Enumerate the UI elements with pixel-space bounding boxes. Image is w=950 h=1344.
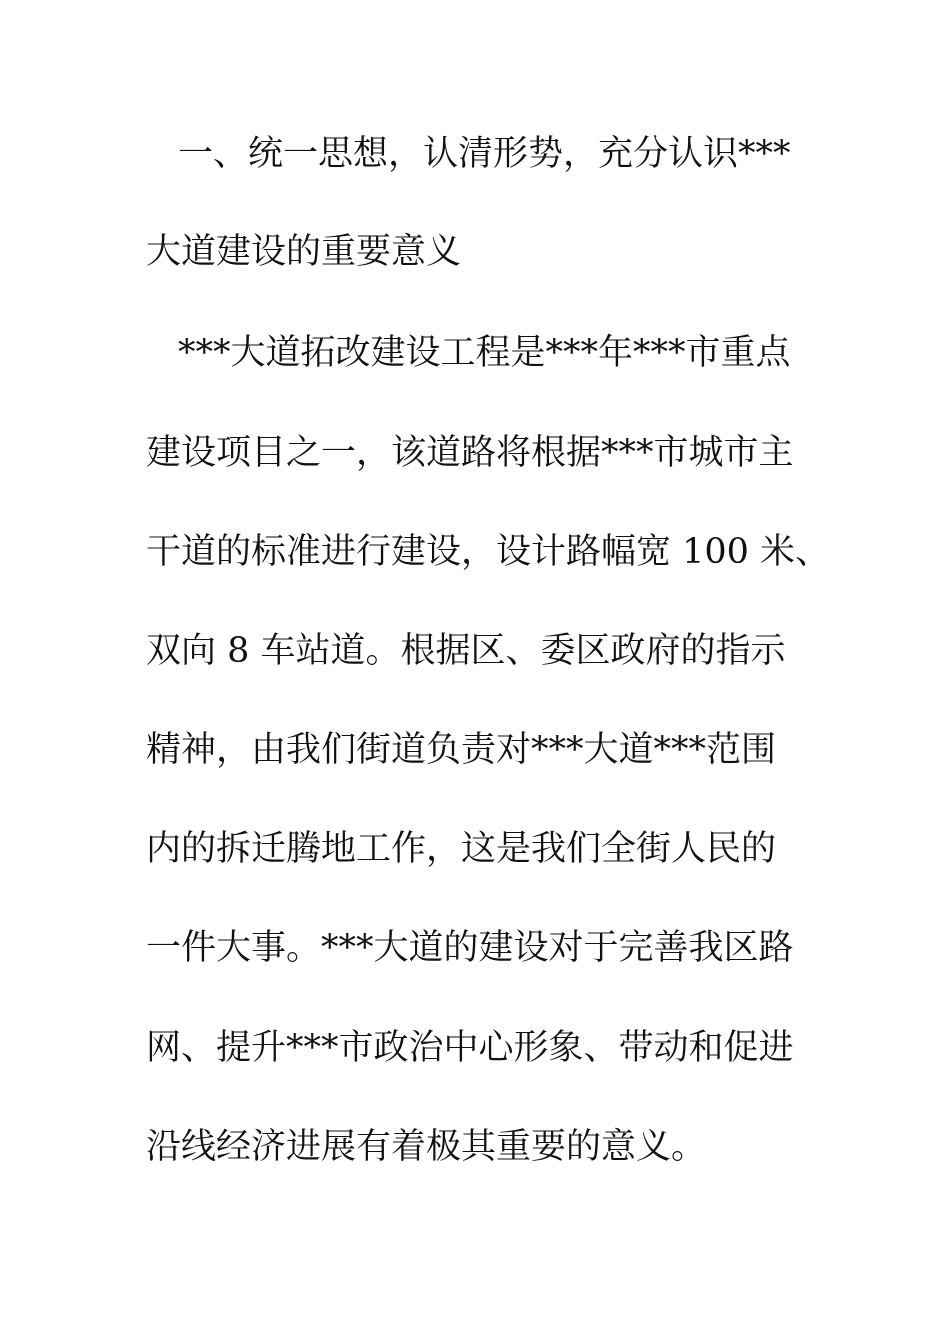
section-heading-line-1: 一、统一思想，认清形势，充分认识*** [178,134,791,174]
section-heading-line-2: 大道建设的重要意义 [146,232,462,272]
body-text-line: 干道的标准进行建设，设计路幅宽 100 米、 [146,532,831,572]
body-text-line: 沿线经济进展有着极其重要的意义。 [146,1127,707,1167]
body-text-line: 双向 8 车站道。根据区、委区政府的指示 [146,631,786,671]
body-text-line: 内的拆迁腾地工作，这是我们全街人民的 [146,829,777,869]
body-text-line: 网、提升***市政治中心形象、带动和促进 [146,1028,794,1068]
body-text-line: 一件大事。***大道的建设对于完善我区路 [146,928,794,968]
body-text-line: 精神，由我们街道负责对***大道***范围 [146,730,777,770]
body-text-line: ***大道拓改建设工程是***年***市重点 [178,333,791,373]
body-text-line: 建设项目之一，该道路将根据***市城市主 [146,433,794,473]
